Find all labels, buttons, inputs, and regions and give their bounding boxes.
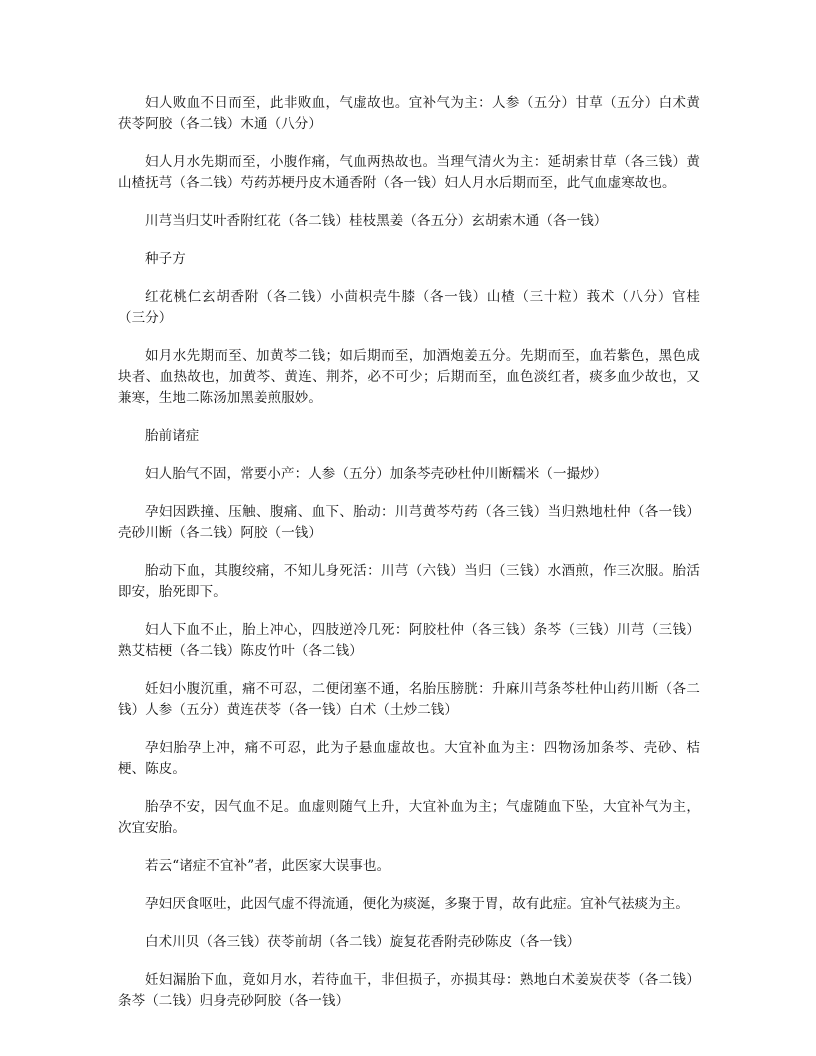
paragraph-14: 胎孕不安，因气血不足。血虚则随气上升，大宜补血为主；气虚随血下坠，大宜补气为主，次宜安胎。 <box>118 799 700 836</box>
paragraph-15: 若云“诸症不宜补”者，此医家大误事也。 <box>145 858 391 874</box>
paragraph-17: 白术川贝（各三钱）茯苓前胡（各二钱）旋复花香附壳砂陈皮（各一钱） <box>145 934 581 950</box>
document-page <box>118 93 700 1029</box>
paragraph-16: 孕妇厌食呕吐，此因气虚不得流通，便化为痰涎，多聚于胃，故有此症。宜补气祛痰为主。 <box>145 896 689 912</box>
paragraph-18: 妊妇漏胎下血，竟如月水，若待血干，非但损子，亦损其母：熟地白术姜炭茯苓（各二钱）条芩（二钱）归身壳砂阿胶（各一钱） <box>118 972 700 1009</box>
paragraph-5: 红花桃仁玄胡香附（各二钱）小茴枳壳牛膝（各一钱）山楂（三十粒）莪术（八分）官桂（三分） <box>118 289 700 326</box>
section-heading-taiqianzhuzheng: 胎前诸症 <box>145 428 200 444</box>
paragraph-6: 如月水先期而至、加黄芩二钱；如后期而至，加酒炮姜五分。先期而至，血若紫色，黑色成块者、血热故也，加黄芩、黄连、荆芥，必不可少；后期而至，血色淡红者，痰多血少故也，又兼寒，生地二陈汤加黑姜煎服妙。 <box>118 348 700 406</box>
section-heading-zhongzifang: 种子方 <box>145 251 186 267</box>
paragraph-10: 胎动下血，其腹绞痛，不知儿身死活：川芎（六钱）当归（三钱）水酒煎，作三次服。胎活即安，胎死即下。 <box>118 563 700 600</box>
paragraph-1: 妇人败血不日而至，此非败血，气虚故也。宜补气为主：人参（五分）甘草（五分）白术黄茯苓阿胶（各二钱）木通（八分） <box>118 95 700 132</box>
paragraph-12: 妊妇小腹沉重，痛不可忍，二便闭塞不通，名胎压膀胱：升麻川芎条芩杜仲山药川断（各二钱）人参（五分）黄连茯苓（各一钱）白术（土炒二钱） <box>118 681 700 718</box>
paragraph-13: 孕妇胎孕上冲，痛不可忍，此为子悬血虚故也。大宜补血为主：四物汤加条芩、壳砂、桔梗、陈皮。 <box>118 740 700 777</box>
paragraph-11: 妇人下血不止，胎上冲心，四肢逆冷几死：阿胶杜仲（各三钱）条芩（三钱）川芎（三钱）熟艾桔梗（各二钱）陈皮竹叶（各二钱） <box>118 622 700 659</box>
paragraph-2: 妇人月水先期而至，小腹作痛，气血两热故也。当理气清火为主：延胡索甘草（各三钱）黄山楂抚芎（各二钱）芍药苏梗丹皮木通香附（各一钱）妇人月水后期而至，此气血虚寒故也。 <box>118 154 700 191</box>
paragraph-8: 妇人胎气不固，常要小产：人参（五分）加条芩壳砂杜仲川断糯米（一撮炒） <box>145 466 608 482</box>
paragraph-3: 川芎当归艾叶香附红花（各二钱）桂枝黑姜（各五分）玄胡索木通（各一钱） <box>145 213 608 229</box>
paragraph-9: 孕妇因跌撞、压触、腹痛、血下、胎动：川芎黄芩芍药（各三钱）当归熟地杜仲（各一钱）壳砂川断（各二钱）阿胶（一钱） <box>118 504 700 541</box>
